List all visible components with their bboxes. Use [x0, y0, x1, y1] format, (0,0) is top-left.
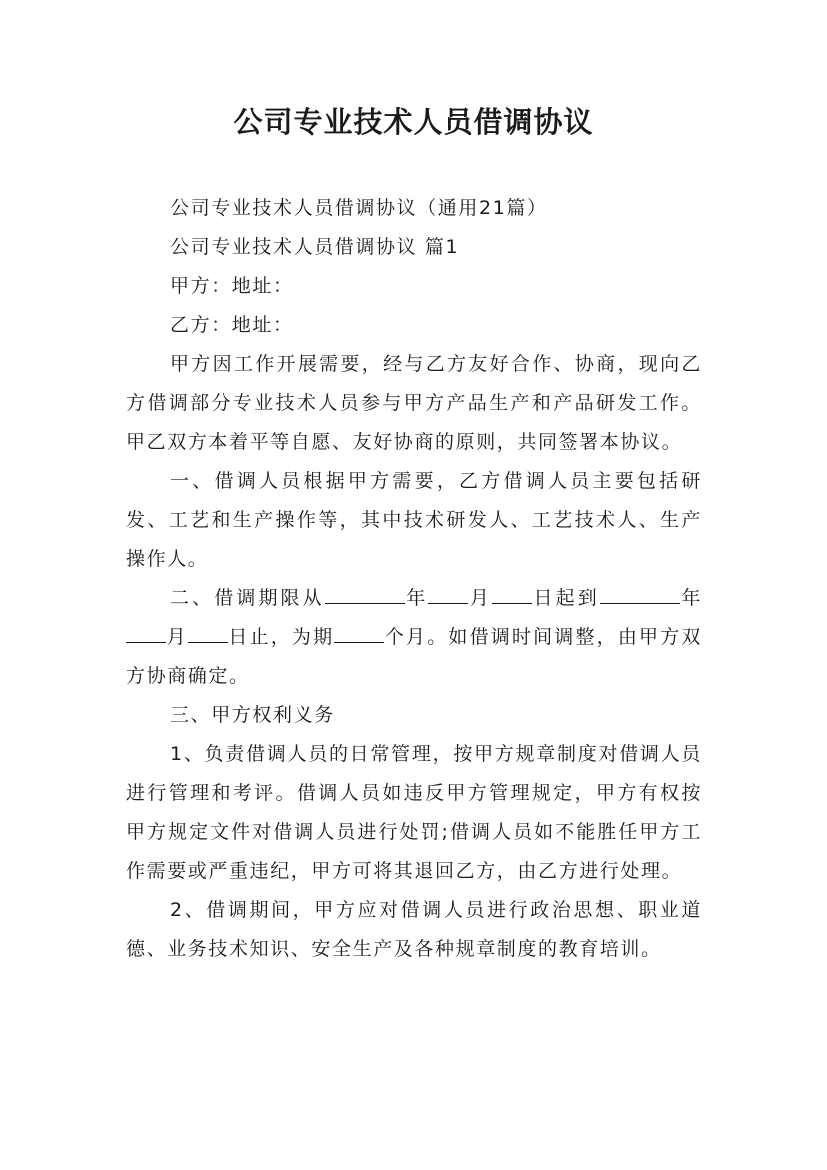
blank-start-year — [325, 583, 405, 604]
clause-2-text-5: 年 — [679, 587, 702, 609]
blank-end-month — [126, 622, 166, 643]
clause-2-text-3: 月 — [468, 587, 493, 609]
clause-2-text-4: 日起到 — [532, 587, 600, 609]
document-title: 公司专业技术人员借调协议 — [233, 105, 594, 139]
blank-duration-months — [334, 622, 384, 643]
blank-end-year — [600, 583, 680, 604]
clause-2-text-2: 年 — [404, 587, 429, 609]
blank-start-month — [428, 583, 468, 604]
subtitle: 公司专业技术人员借调协议（通用21篇） — [170, 197, 548, 219]
party-a-line: 甲方：地址： — [170, 275, 294, 297]
clause-2-text-8: 个月。如借调时间调整，由甲方双方协商确定。 — [126, 626, 702, 687]
clause-3-heading: 三、甲方权利义务 — [170, 704, 335, 726]
clause-2-text-6: 月 — [166, 626, 188, 648]
blank-end-day — [188, 622, 228, 643]
intro-paragraph: 甲方因工作开展需要，经与乙方友好合作、协商，现向乙方借调部分专业技术人员参与甲方产品生产和产品研发工作。甲乙双方本着平等自愿、友好协商的原则，共同签署本协议。 — [126, 353, 702, 453]
clause-1: 一、借调人员根据甲方需要，乙方借调人员主要包括研发、工艺和生产操作等，其中技术研发人、工艺技术人、生产操作人。 — [126, 470, 702, 570]
clause-3-item-2: 2、借调期间，甲方应对借调人员进行政治思想、职业道德、业务技术知识、安全生产及各种规章制度的教育培训。 — [126, 899, 702, 960]
party-b-line: 乙方：地址： — [170, 314, 294, 336]
clause-2 — [126, 579, 702, 696]
clause-2-text-7: 日止，为期 — [227, 626, 335, 648]
clause-2-text-1: 二、借调期限从 — [170, 587, 325, 609]
document-body — [126, 189, 702, 969]
section-heading: 公司专业技术人员借调协议 篇1 — [170, 236, 460, 258]
clause-3-item-1: 1、负责借调人员的日常管理，按甲方规章制度对借调人员进行管理和考评。借调人员如违反甲方管理规定，甲方有权按甲方规定文件对借调人员进行处罚;借调人员如不能胜任甲方工作需要或严重违纪，甲方可将其退回乙方，由乙方进行处理。 — [126, 743, 702, 882]
blank-start-day — [492, 583, 532, 604]
